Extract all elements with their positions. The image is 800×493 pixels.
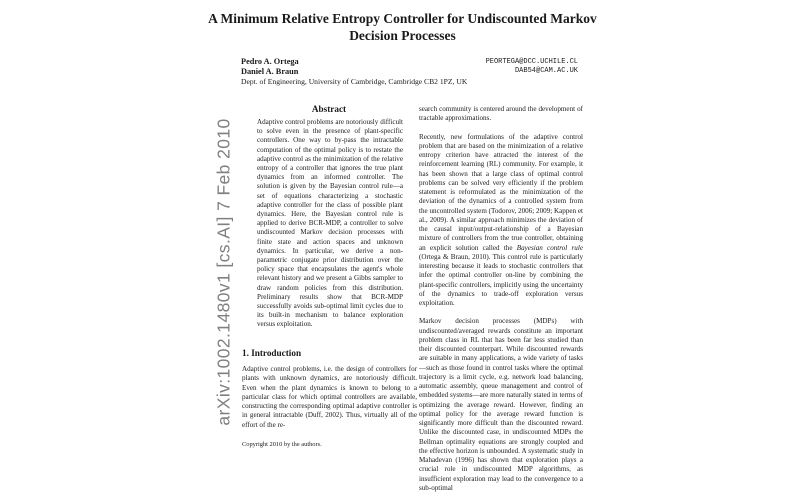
copyright-footnote: Copyright 2010 by the authors. — [242, 441, 322, 448]
paragraph-1: search community is centered around the development of tractable approximations. — [419, 105, 583, 123]
introduction-text: Adaptive control problems, i.e. the design of controllers for plants with unknown dynamics, are notoriously difficult. Even when the plant dynamics is known to belong to a particular class for which optimal controllers are available, constructing the corresponding optimal adaptive controller is in general intractable (Duff, 2002). Thus, virtually all of the effort of the re- — [242, 365, 417, 429]
author-2-email: DAB54@CAM.AC.UK — [514, 67, 578, 75]
arxiv-stamp: arXiv:1002.1480v1 [cs.AI] 7 Feb 2010 — [213, 118, 234, 426]
affiliation: Dept. of Engineering, University of Cambridge, Cambridge CB2 1PZ, UK — [241, 77, 468, 86]
author-2: Daniel A. Braun — [241, 67, 299, 76]
paragraph-3: Markov decision processes (MDPs) with undiscounted/averaged rewards constitute an important problem class in RL that has been far less studied than their discounted counterpart. While discounted rewards are suitable in many applications, a wide variety of tasks—such as those found in control tasks where the optimal trajectory is a limit cycle, e.g. network load balancing, automatic assembly, queue management and control of embedded systems—are more naturally stated in terms of optimizing the average reward. However, finding an optimal policy for the average reward function is significantly more difficult than the discounted reward. Unlike the discounted case, in undiscounted MDPs the Bellman optimality equations are strongly coupled and the effective horizon is unbounded. A systematic study in Mahadevan (1996) has shown that exploration plays a crucial role in undiscounted MDP algorithms, as insufficient exploration may lead to the convergence to a sub-optimal — [419, 317, 583, 492]
paragraph-2-start: Recently, new formulations of the adaptive control problem that are based on the minimization of a relative entropy criterion have attracted the interest of the reinforcement learning (RL) community. For example, it has been shown that a large class of optimal control problems can be solved very efficiently if the problem statement is reformulated as the minimization of the deviation of the dynamics of a controlled system from the uncontrolled system (Todorov, 2006; 2009; Kappen et al., 2009). A similar approach minimizes the deviation of the causal input/output-relationship of a Bayesian mixture of controllers from the true controller, obtaining an explicit solution called the — [419, 132, 583, 252]
paper-title: A Minimum Relative Entropy Controller for Undiscounted Markov Decision Processes — [208, 11, 597, 43]
paragraph-2 — [419, 133, 583, 309]
right-column — [419, 105, 583, 493]
abstract-heading: Abstract — [311, 104, 347, 114]
introduction-heading: 1. Introduction — [242, 348, 302, 358]
abstract-text: Adaptive control problems are notoriously difficult to solve even in the presence of plant-specific controllers. One way to by-pass the intractable computation of the optimal policy is to restate the adaptive control as the minimization of the relative entropy of a controller that ignores the true plant dynamics from an informed controller. The solution is given by the Bayesian control rule—a set of equations characterizing a stochastic adaptive controller for the class of possible plant dynamics. Here, the Bayesian control rule is applied to derive BCR-MDP, a controller to solve undiscounted Markov decision processes with finite state and action spaces and unknown dynamics. In particular, we derive a non-parametric conjugate prior distribution over the policy space that encapsulates the agent's whole relevant history and we present a Gibbs sampler to draw random policies from this distribution. Preliminary results show that BCR-MDP successfully avoids sub-optimal limit cycles due to its built-in mechanism to balance exploration versus exploitation. — [257, 118, 403, 329]
bayesian-control-rule-term: Bayesian control rule — [516, 243, 583, 252]
author-1-email: PEORTEGA@DCC.UCHILE.CL — [485, 58, 578, 66]
author-1: Pedro A. Ortega — [241, 57, 299, 66]
paragraph-2-end: (Ortega & Braun, 2010). This control rule is particularly interesting because it leads to stochastic controllers that infer the optimal controller on-line by combining the plant-specific controllers, implicitly using the uncertainty of the dynamics to trade-off exploration versus exploitation. — [419, 252, 583, 307]
